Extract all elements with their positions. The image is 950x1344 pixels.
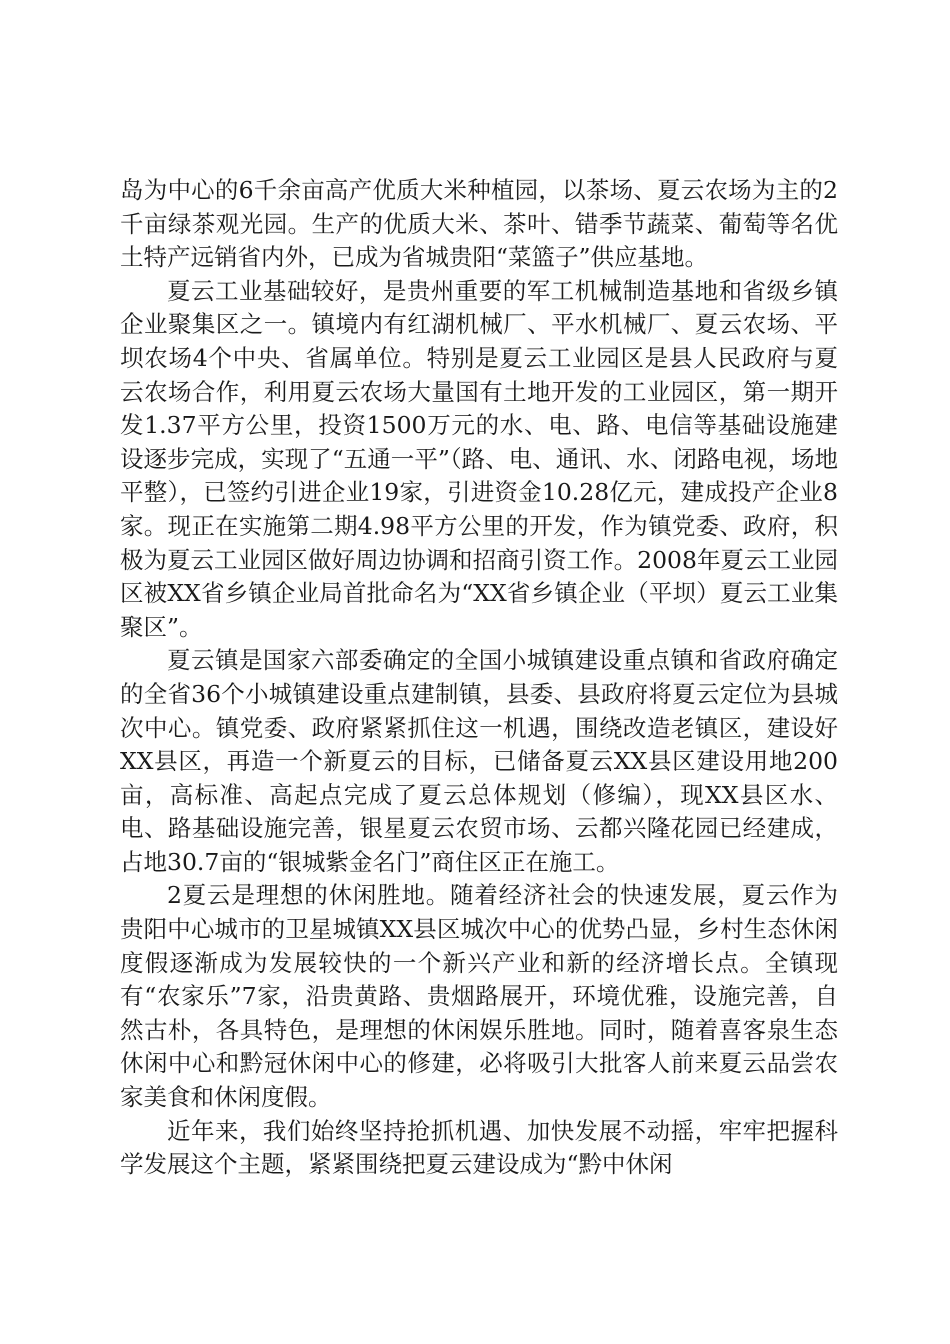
document-body bbox=[120, 174, 838, 1182]
paragraph-leisure: 2夏云是理想的休闲胜地。随着经济社会的快速发展，夏云作为贵阳中心城市的卫星城镇XX县区城次中心的优势凸显，乡村生态休闲度假逐渐成为发展较快的一个新兴产业和新的经济增长点。全镇现有“农家乐”7家，沿贵黄路、贵烟路展开，环境优雅，设施完善，自然古朴，各具特色，是理想的休闲娱乐胜地。同时，随着喜客泉生态休闲中心和黔冠休闲中心的修建，必将吸引大批客人前来夏云品尝农家美食和休闲度假。 bbox=[120, 881, 838, 1112]
paragraph-town-construction: 夏云镇是国家六部委确定的全国小城镇建设重点镇和省政府确定的全省36个小城镇建设重点建制镇，县委、县政府将夏云定位为县城次中心。镇党委、政府紧紧抓住这一机遇，围绕改造老镇区，建设好XX县区，再造一个新夏云的目标，已储备夏云XX县区建设用地200亩，高标准、高起点完成了夏云总体规划（修编），现XX县区水、电、路基础设施完善，银星夏云农贸市场、云都兴隆花园已经建成，占地30.7亩的“银城紫金名门”商住区正在施工。 bbox=[120, 646, 838, 876]
paragraph-recent-years: 近年来，我们始终坚持抢抓机遇、加快发展不动摇，牢牢把握科学发展这个主题，紧紧围绕把夏云建设成为“黔中休闲 bbox=[120, 1116, 838, 1179]
paragraph-industry: 夏云工业基础较好，是贵州重要的军工机械制造基地和省级乡镇企业聚集区之一。镇境内有红湖机械厂、平水机械厂、夏云农场、平坝农场4个中央、省属单位。特别是夏云工业园区是县人民政府与夏云农场合作，利用夏云农场大量国有土地开发的工业园区，第一期开发1.37平方公里，投资1500万元的水、电、路、电信等基础设施建设逐步完成，实现了“五通一平”（路、电、通讯、水、闭路电视，场地平整），已签约引进企业19家，引进资金10.28亿元，建成投产企业8家。现正在实施第二期4.98平方公里的开发，作为镇党委、政府，积极为夏云工业园区做好周边协调和招商引资工作。2008年夏云工业园区被XX省乡镇企业局首批命名为“XX省乡镇企业（平坝）夏云工业集聚区”。 bbox=[120, 276, 838, 641]
paragraph-continuation: 岛为中心的6千余亩高产优质大米种植园，以茶场、夏云农场为主的2千亩绿茶观光园。生产的优质大米、茶叶、错季节蔬菜、葡萄等名优土特产远销省内外，已成为省城贵阳“菜篮子”供应基地。 bbox=[120, 176, 838, 272]
